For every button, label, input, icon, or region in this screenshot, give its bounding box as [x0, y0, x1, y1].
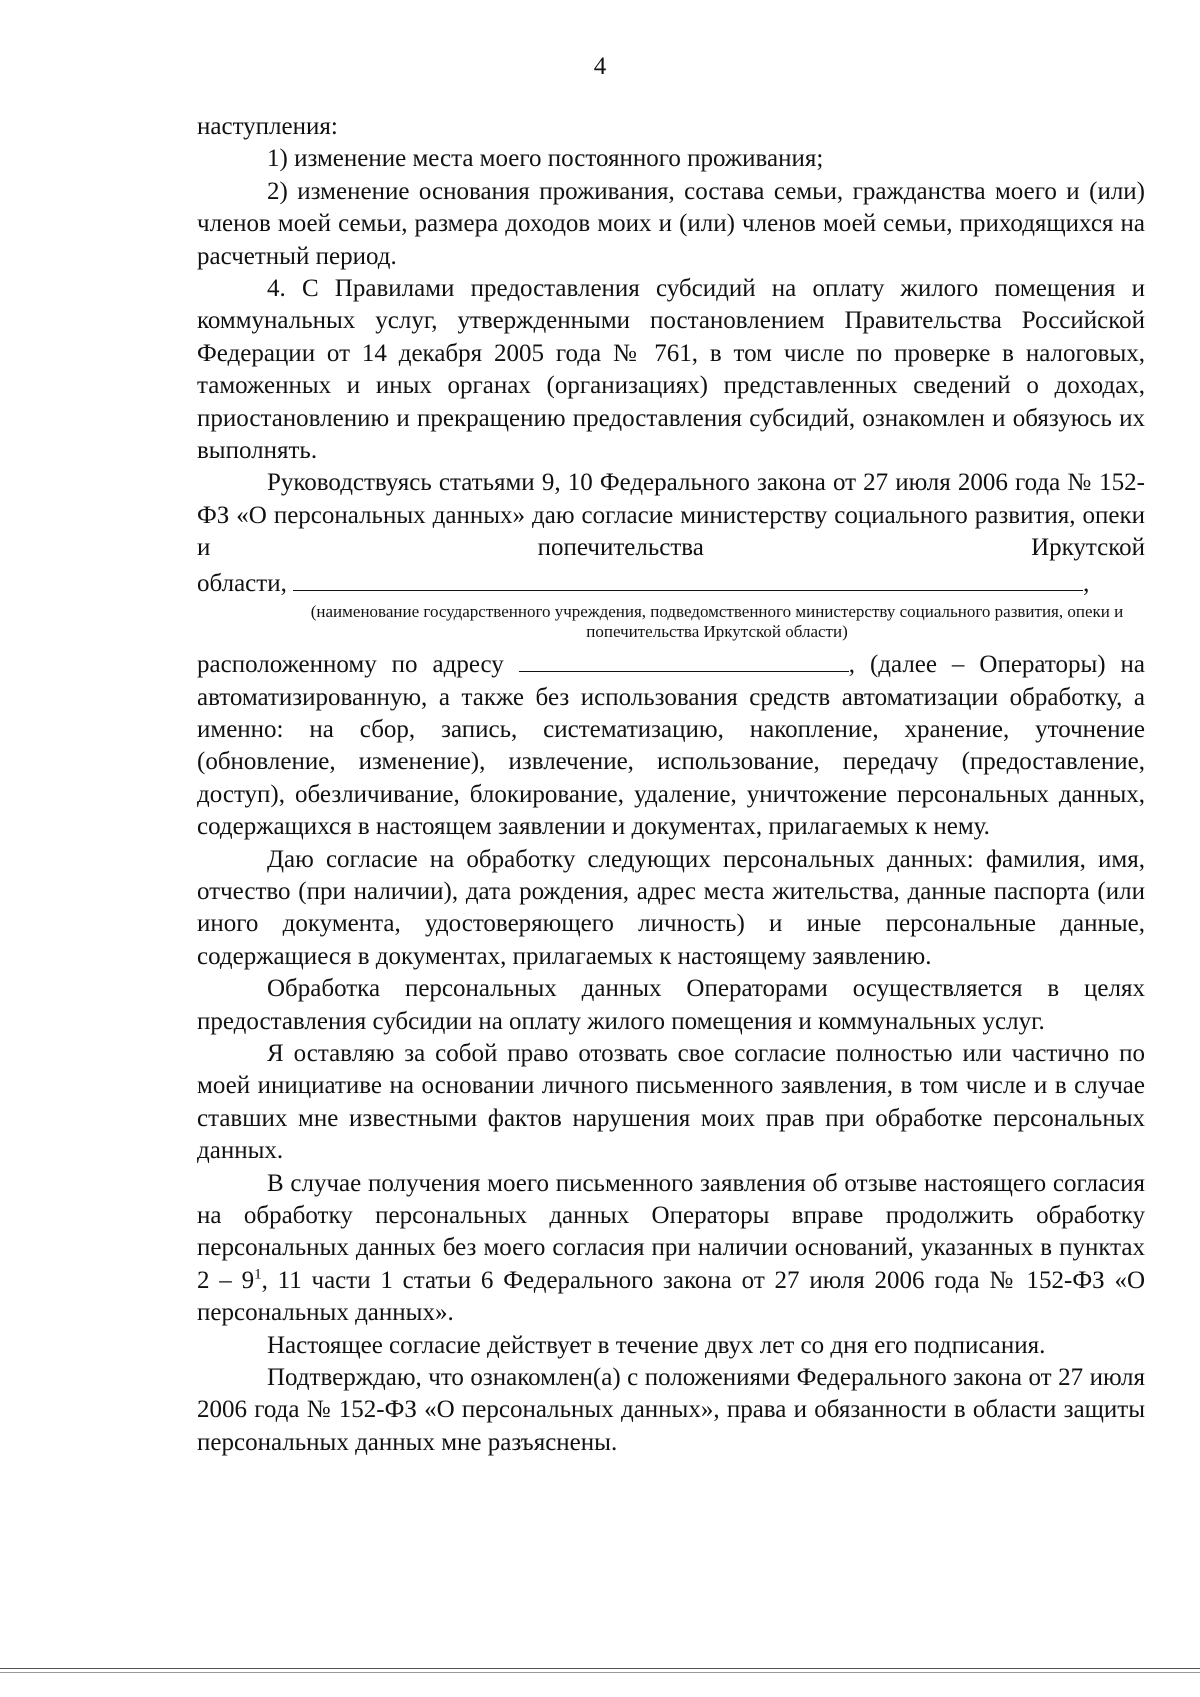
superscript-1: 1 — [254, 1266, 262, 1283]
list-item-1: 1) изменение места моего постоянного проживания; — [267, 145, 824, 173]
paragraph-data-list: Даю согласие на обработку следующих персональных данных: фамилия, имя, отчество (при наличии), дата рождения, адрес места жительства, данные паспорта (или иного документа, удостоверяющего личность) и иные персональные данные, содержащиеся в документах, прилагаемых к настоящему заявлению. — [197, 845, 1145, 970]
revoke-case-text-b: , 11 части 1 статьи 6 Федерального закона от 27 июля 2006 года № 152-ФЗ «О персональных данных». — [197, 1266, 1145, 1327]
institution-label: области, — [197, 569, 287, 597]
paragraph-address — [197, 646, 1145, 843]
page-number: 4 — [593, 53, 607, 80]
address-blank-field[interactable] — [519, 646, 849, 672]
paragraph-rules: 4. С Правилами предоставления субсидий на оплату жилого помещения и коммунальных услуг, утвержденными постановлением Правительства Российской Федерации от 14 декабря 2005 года № 761, в том числе по проверке в налоговых, таможенных и иных органах (организациях) представленных сведений о доходах, приостановлению и прекращению предоставления субсидий, ознакомлен и обязуюсь их выполнять. — [197, 275, 1145, 465]
paragraph-purpose: Обработка персональных данных Операторами осуществляется в целях предоставления субсидии на оплату жилого помещения и коммунальных услуг. — [197, 975, 1145, 1035]
paragraph-continuation: наступления: — [197, 113, 338, 140]
document-body — [197, 111, 1145, 1459]
institution-blank-field[interactable] — [293, 565, 1083, 591]
paragraph-consent-intro: Руководствуясь статьями 9, 10 Федерального закона от 27 июля 2006 года № 152-ФЗ «О персональных данных» даю согласие министерству социального развития, опеки и попечительства Иркутской — [197, 469, 1145, 562]
list-item-2: 2) изменение основания проживания, состава семьи, гражданства моего и (или) членов моей семьи, размера доходов моих и (или) членов моей семьи, приходящихся на расчетный период. — [197, 177, 1145, 270]
institution-caption: (наименование государственного учреждения, подведомственного министерству социального развития, опеки и попечительства Иркутской области) — [310, 602, 1124, 642]
revoke-case-text-a: В случае получения моего письменного заявления об отзыве настоящего согласия на обработку персональных данных Операторы вправе продолжить обработку персональных данных без моего согласия при наличии оснований, указанных в пунктах 2 – 9 — [197, 1169, 1145, 1294]
paragraph-revoke-case — [197, 1168, 1145, 1330]
institution-line — [197, 565, 1145, 600]
paragraph-validity: Настоящее согласие действует в течение двух лет со дня его подписания. — [267, 1331, 1046, 1359]
paragraph-revoke: Я оставляю за собой право отозвать свое согласие полностью или частично по моей инициативе на основании личного письменного заявления, в том числе и в случае ставших мне известными фактов нарушения моих прав при обработке персональных данных. — [197, 1039, 1145, 1165]
address-label: расположенному по адресу — [197, 651, 504, 679]
address-continuation: , (далее – Операторы) на автоматизированную, а также без использования средств автоматизации обработку, а именно: на сбор, запись, систематизацию, накопление, хранение, уточнение (обновление, изменение), извлечение, использование, передачу (предоставление, доступ), обезличивание, блокирование, удаление, уничтожение персональных данных, содержащихся в настоящем заявлении и документах, прилагаемых к нему. — [197, 651, 1146, 841]
paragraph-confirmation: Подтверждаю, что ознакомлен(а) с положениями Федерального закона от 27 июля 2006 года № 152-ФЗ «О персональных данных», права и обязанности в области защиты персональных данных мне разъяснены. — [197, 1364, 1145, 1456]
institution-comma: , — [1083, 569, 1090, 597]
bottom-scan-line-secondary — [0, 1672, 1200, 1673]
bottom-scan-line — [0, 1668, 1200, 1669]
